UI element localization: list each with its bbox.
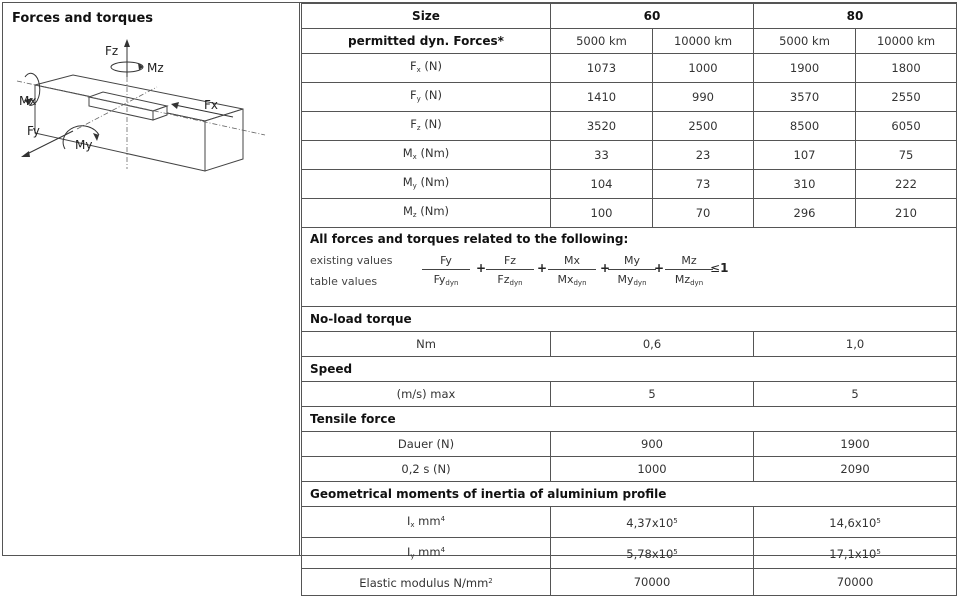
table-row xyxy=(302,382,957,407)
iy-60: $5,78x10^5$ xyxy=(551,538,754,569)
ix-80: $14,6x10^5$ xyxy=(754,507,957,538)
plus-sign: + xyxy=(537,261,548,275)
value-cell: 1800 xyxy=(856,54,957,83)
value-cell: 70 xyxy=(653,199,754,228)
ix-60: $4,37x10^5$ xyxy=(551,507,754,538)
value-cell: 3520 xyxy=(551,112,653,141)
value-cell: 222 xyxy=(856,170,957,199)
size-row xyxy=(302,4,957,29)
fraction-mx: Mx $Mx_{dyn}$ xyxy=(548,254,596,290)
formula xyxy=(302,228,956,306)
label-my: My xyxy=(75,138,93,152)
fraction-fz: Fz $Fz_{dyn}$ xyxy=(486,254,534,290)
table-row xyxy=(302,538,957,569)
speed-80: 5 xyxy=(754,382,957,407)
km-5000-80: 5000 km xyxy=(754,29,856,54)
fraction-my: My $My_{dyn}$ xyxy=(608,254,656,290)
value-cell: 6050 xyxy=(856,112,957,141)
size-label: Size xyxy=(302,4,551,29)
value-cell: 33 xyxy=(551,141,653,170)
value-cell: 73 xyxy=(653,170,754,199)
value-cell: 75 xyxy=(856,141,957,170)
tensile-dauer-60: 900 xyxy=(551,432,754,457)
speed-unit: (m/s) max xyxy=(302,382,551,407)
value-cell: 1073 xyxy=(551,54,653,83)
table-row xyxy=(302,457,957,482)
force-label-fy: $F_y$ (N) xyxy=(302,83,551,112)
table-values-label: table values xyxy=(310,275,378,288)
formula-row xyxy=(302,228,957,307)
tensile-dauer-label: Dauer (N) xyxy=(302,432,551,457)
value-cell: 1000 xyxy=(653,54,754,83)
value-cell: 107 xyxy=(754,141,856,170)
permitted-label: permitted dyn. Forces* xyxy=(302,29,551,54)
fz-arrow-icon xyxy=(124,39,130,47)
table-row xyxy=(302,507,957,538)
label-fz: Fz xyxy=(105,44,119,58)
spec-table xyxy=(301,3,957,596)
km-5000-60: 5000 km xyxy=(551,29,653,54)
value-cell: 1410 xyxy=(551,83,653,112)
km-10000-60: 10000 km xyxy=(653,29,754,54)
noload-title: No-load torque xyxy=(302,307,957,332)
forces-diagram xyxy=(7,37,287,207)
le-one: ≤1 xyxy=(710,261,729,275)
elastic-60: 70000 xyxy=(551,569,754,596)
noload-80: 1,0 xyxy=(754,332,957,357)
existing-values-label: existing values xyxy=(310,254,393,267)
table-row xyxy=(302,332,957,357)
value-cell: 2550 xyxy=(856,83,957,112)
tensile-dauer-80: 1900 xyxy=(754,432,957,457)
value-cell: 210 xyxy=(856,199,957,228)
elastic-label: Elastic modulus $N/mm^2$ xyxy=(302,569,551,596)
ix-label: $I_x$ $mm^4$ xyxy=(302,507,551,538)
iy-label: $I_y$ $mm^4$ xyxy=(302,538,551,569)
value-cell: 8500 xyxy=(754,112,856,141)
panel-title: Forces and torques xyxy=(12,11,154,26)
fy-arrow-icon xyxy=(21,151,30,157)
iy-80: $17,1x10^5$ xyxy=(754,538,957,569)
label-fy: Fy xyxy=(27,124,40,138)
geom-title: Geometrical moments of inertia of aluminium profile xyxy=(302,482,957,507)
value-cell: 23 xyxy=(653,141,754,170)
value-cell: 990 xyxy=(653,83,754,112)
torque-label-mx: $M_x$ (Nm) xyxy=(302,141,551,170)
noload-60: 0,6 xyxy=(551,332,754,357)
table-row xyxy=(302,54,957,83)
plus-sign: + xyxy=(654,261,665,275)
fraction-fy: Fy $Fy_{dyn}$ xyxy=(422,254,470,290)
tensile-header-row xyxy=(302,407,957,432)
tensile-short-60: 1000 xyxy=(551,457,754,482)
torque-label-my: $M_y$ (Nm) xyxy=(302,170,551,199)
value-cell: 310 xyxy=(754,170,856,199)
label-mz: Mz xyxy=(147,61,164,75)
formula-cell xyxy=(302,228,957,307)
label-fx: Fx xyxy=(204,98,219,112)
size-80: 80 xyxy=(754,4,957,29)
table-row xyxy=(302,170,957,199)
plus-sign: + xyxy=(476,261,487,275)
value-cell: 2500 xyxy=(653,112,754,141)
value-cell: 104 xyxy=(551,170,653,199)
speed-title: Speed xyxy=(302,357,957,382)
plus-sign: + xyxy=(600,261,611,275)
noload-header-row xyxy=(302,307,957,332)
table-row xyxy=(302,199,957,228)
table-row xyxy=(302,83,957,112)
km-10000-80: 10000 km xyxy=(856,29,957,54)
force-label-fx: $F_x$ (N) xyxy=(302,54,551,83)
force-label-fz: $F_z$ (N) xyxy=(302,112,551,141)
forces-panel xyxy=(3,3,300,555)
label-mx: Mx xyxy=(19,94,37,108)
tensile-short-80: 2090 xyxy=(754,457,957,482)
torque-label-mz: $M_z$ (Nm) xyxy=(302,199,551,228)
value-cell: 296 xyxy=(754,199,856,228)
tensile-short-label: 0,2 s (N) xyxy=(302,457,551,482)
geom-header-row xyxy=(302,482,957,507)
table-row xyxy=(302,432,957,457)
fraction-mz: Mz $Mz_{dyn}$ xyxy=(665,254,713,290)
speed-header-row xyxy=(302,357,957,382)
value-cell: 3570 xyxy=(754,83,856,112)
value-cell: 100 xyxy=(551,199,653,228)
speed-60: 5 xyxy=(551,382,754,407)
noload-unit: Nm xyxy=(302,332,551,357)
tensile-title: Tensile force xyxy=(302,407,957,432)
table-row xyxy=(302,112,957,141)
size-60: 60 xyxy=(551,4,754,29)
formula-title: All forces and torques related to the following: xyxy=(310,232,629,246)
elastic-80: 70000 xyxy=(754,569,957,596)
value-cell: 1900 xyxy=(754,54,856,83)
table-row xyxy=(302,141,957,170)
table-row xyxy=(302,569,957,596)
permitted-row xyxy=(302,29,957,54)
spec-sheet xyxy=(2,2,957,590)
